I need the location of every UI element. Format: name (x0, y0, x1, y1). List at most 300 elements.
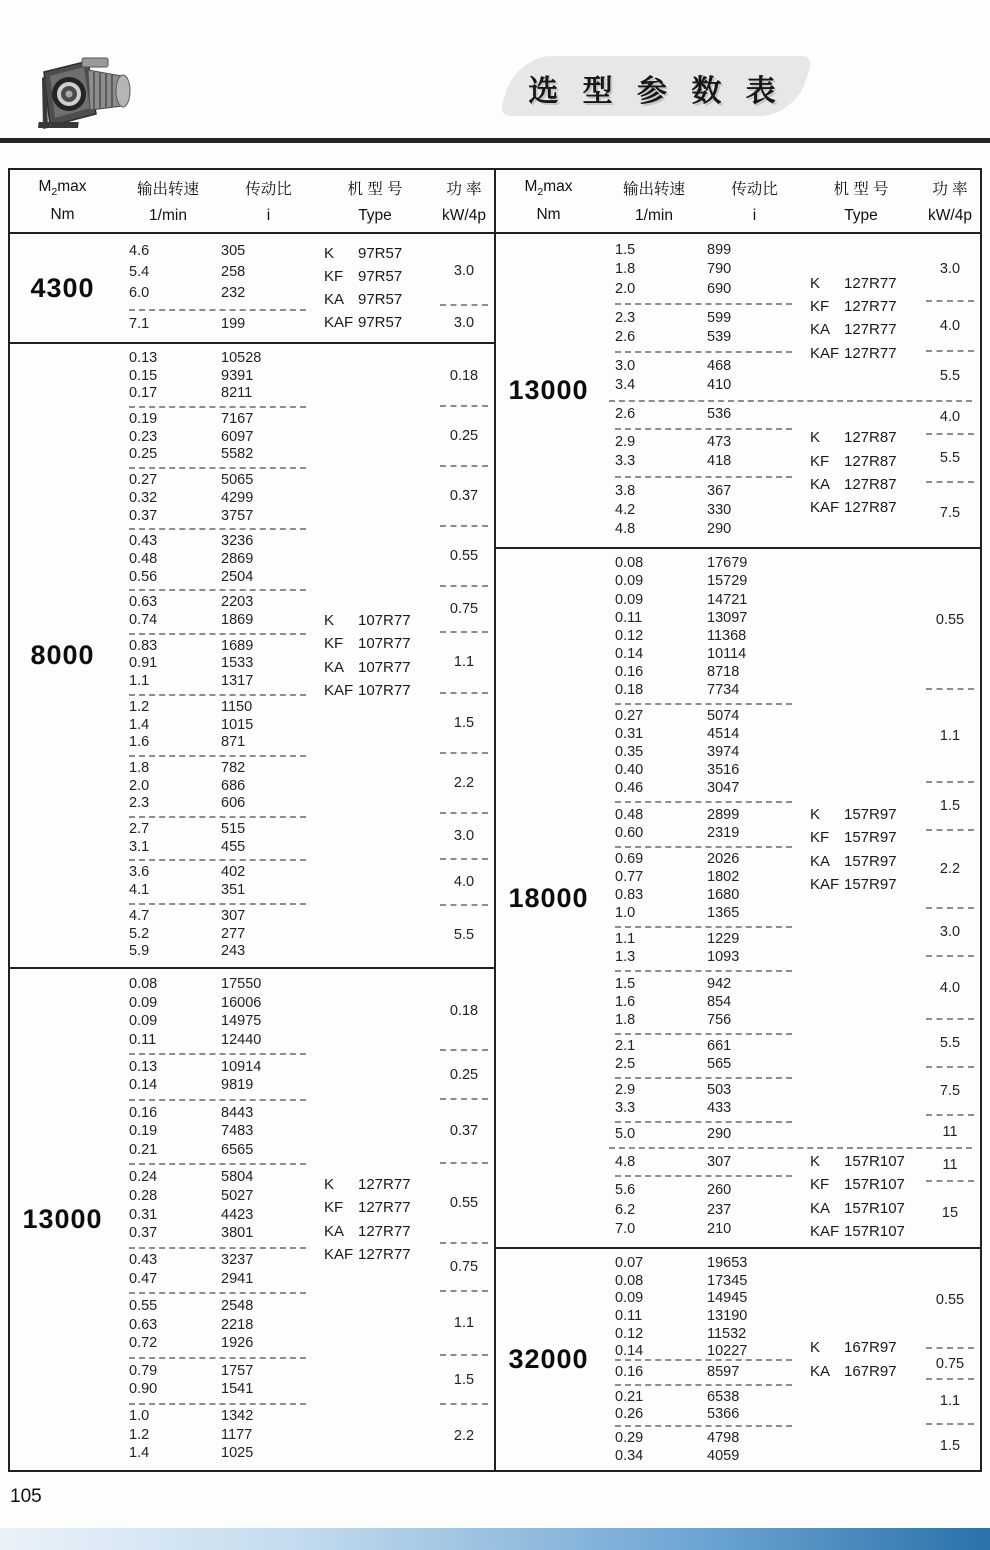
speed-value: 0.55 (129, 1298, 158, 1315)
ratio-value: 243 (221, 943, 246, 960)
speed-value: 0.27 (615, 708, 644, 725)
ratio-value: 503 (707, 1082, 732, 1099)
speed-value: 0.11 (615, 609, 643, 626)
speed-value: 0.31 (615, 726, 644, 743)
ratio-value: 1680 (707, 887, 740, 904)
data-row (601, 726, 802, 744)
data-row (115, 976, 316, 994)
power-value: 4.0 (453, 873, 475, 890)
type-label (802, 1336, 920, 1359)
speed-value: 1.1 (615, 931, 636, 948)
type-label (802, 1220, 920, 1243)
power-column (434, 237, 494, 339)
power-column (920, 402, 980, 544)
type-model: 97R57 (358, 244, 403, 262)
speed-value: 2.5 (615, 1055, 636, 1072)
data-column (601, 1252, 802, 1467)
type-model: 127R87 (844, 499, 897, 517)
ratio-value: 4299 (221, 489, 254, 506)
data-column (115, 347, 316, 964)
speed-value: 0.12 (615, 627, 644, 644)
type-label (802, 450, 920, 473)
data-row (115, 385, 316, 403)
power-value: 0.18 (449, 368, 479, 385)
power-value: 5.5 (939, 367, 961, 384)
data-row (115, 795, 316, 813)
ratio-value: 5804 (221, 1169, 254, 1186)
data-column (601, 237, 802, 400)
data-row (601, 825, 802, 843)
type-model: 167R97 (844, 1362, 897, 1380)
type-model: 97R57 (358, 291, 403, 308)
data-row (115, 612, 316, 630)
data-row (601, 1126, 802, 1144)
power-value: 1.5 (939, 798, 961, 815)
type-block (601, 552, 980, 1147)
type-label (802, 496, 920, 519)
ratio-value: 17345 (707, 1272, 748, 1289)
col-header-ratio: 传动比 i (707, 170, 802, 232)
data-column (601, 552, 802, 1147)
power-value: 5.5 (939, 1035, 961, 1052)
type-model: 97R57 (358, 314, 403, 332)
type-prefix: K (324, 612, 335, 629)
power-value: 15 (941, 1205, 959, 1222)
ratio-value: 2548 (221, 1298, 254, 1315)
ratio-value: 4798 (707, 1430, 740, 1447)
data-row (115, 368, 316, 386)
type-label (316, 1220, 434, 1243)
ratio-group (115, 905, 316, 964)
data-column (115, 972, 316, 1467)
power-value: 1.1 (939, 1393, 961, 1410)
speed-value: 0.37 (129, 507, 158, 524)
data-row (115, 995, 316, 1013)
ratio-value: 17679 (707, 555, 748, 572)
speed-value: 3.3 (615, 1100, 636, 1117)
data-row (601, 646, 802, 664)
speed-value: 3.0 (615, 357, 636, 374)
ratio-value: 402 (221, 864, 246, 881)
ratio-group (115, 311, 316, 339)
ratio-value: 367 (707, 482, 732, 499)
data-row (601, 1448, 802, 1466)
data-row (115, 1335, 316, 1353)
col-unit-power: kW/4p (928, 206, 972, 224)
ratio-value: 9819 (221, 1077, 254, 1094)
power-value: 7.5 (939, 505, 961, 522)
type-model: 127R77 (844, 344, 897, 362)
speed-value: 0.27 (129, 472, 158, 489)
power-value: 1.5 (453, 1371, 475, 1388)
type-column (316, 237, 434, 339)
data-row (601, 1221, 802, 1239)
speed-value: 1.1 (129, 673, 150, 690)
type-label (802, 473, 920, 496)
section-blocks (115, 234, 494, 342)
type-model: 107R77 (358, 681, 411, 699)
type-label (316, 656, 434, 679)
type-label (316, 1173, 434, 1196)
gearmotor-photo (30, 52, 145, 144)
type-label (802, 850, 920, 873)
speed-value: 2.9 (615, 434, 636, 451)
ratio-value: 19653 (707, 1255, 748, 1271)
data-row (115, 908, 316, 926)
type-model: 157R97 (844, 852, 897, 870)
m2max-value: 32000 (508, 1344, 589, 1374)
speed-value: 0.16 (615, 663, 644, 680)
ratio-group (601, 803, 802, 845)
power-value: 0.18 (449, 1002, 479, 1019)
speed-value: 4.6 (129, 243, 150, 260)
speed-value: 1.4 (129, 1445, 150, 1462)
data-row (601, 682, 802, 700)
data-row (601, 242, 802, 260)
data-row (601, 931, 802, 949)
type-prefix: KAF (810, 1222, 840, 1240)
data-row (601, 708, 802, 726)
speed-value: 0.90 (129, 1381, 158, 1398)
type-label (802, 1360, 920, 1383)
data-column (601, 402, 802, 544)
data-row (601, 628, 802, 646)
speed-value: 5.4 (129, 264, 150, 281)
ratio-value: 418 (707, 453, 732, 470)
data-row (115, 1298, 316, 1316)
ratio-group (601, 705, 802, 802)
ratio-group (115, 757, 316, 816)
speed-value: 0.24 (129, 1169, 158, 1186)
speed-value: 0.16 (129, 1104, 158, 1121)
power-value: 5.5 (939, 449, 961, 466)
speed-value: 0.08 (615, 1272, 644, 1289)
speed-value: 0.16 (615, 1363, 644, 1380)
page-title: 选 型 参 数 表 (528, 75, 784, 108)
speed-value: 0.07 (615, 1255, 644, 1271)
type-label (802, 1197, 920, 1220)
data-row (601, 434, 802, 452)
type-prefix: KAF (810, 875, 840, 893)
data-row (115, 1225, 316, 1243)
ratio-group (601, 1427, 802, 1467)
type-prefix: K (324, 244, 335, 262)
power-column (434, 972, 494, 1467)
data-row (601, 453, 802, 471)
data-row (115, 821, 316, 839)
type-label (802, 272, 920, 295)
speed-value: 0.43 (129, 533, 158, 550)
type-prefix: K (810, 274, 821, 292)
ratio-value: 5582 (221, 446, 254, 463)
data-row (115, 243, 316, 261)
col-header-ratio: 传动比 i (221, 170, 316, 232)
data-row (115, 1445, 316, 1463)
data-column (601, 1149, 802, 1244)
ratio-value: 16006 (221, 994, 262, 1011)
speed-value: 0.47 (129, 1270, 158, 1287)
ratio-value: 2899 (707, 806, 740, 823)
ratio-value: 1541 (221, 1381, 254, 1398)
type-prefix: KA (324, 291, 345, 308)
power-value: 0.37 (449, 488, 479, 505)
speed-value: 5.9 (129, 943, 150, 960)
ratio-value: 410 (707, 377, 732, 394)
m2max-value: 4300 (30, 272, 95, 303)
data-row (601, 807, 802, 825)
power-value: 0.55 (935, 612, 965, 629)
ratio-value: 330 (707, 502, 732, 519)
speed-value: 1.8 (615, 1011, 636, 1028)
ratio-value: 13097 (707, 609, 748, 626)
ratio-value: 2218 (221, 1316, 254, 1333)
type-model: 167R97 (844, 1339, 897, 1357)
ratio-group (115, 972, 316, 1053)
ratio-group (115, 237, 316, 309)
power-column (920, 237, 980, 400)
ratio-group (601, 353, 802, 399)
speed-value: 1.8 (615, 261, 636, 278)
power-value: 3.0 (939, 260, 961, 277)
type-prefix: KF (810, 1176, 830, 1194)
section-blocks (601, 1249, 980, 1470)
ratio-value: 536 (707, 405, 732, 422)
data-column (115, 237, 316, 339)
speed-value: 0.74 (129, 612, 158, 629)
data-row (115, 1381, 316, 1399)
type-block (115, 237, 494, 339)
ratio-group (601, 402, 802, 428)
data-row (115, 350, 316, 368)
data-row (115, 926, 316, 944)
speed-value: 4.8 (615, 521, 636, 538)
speed-value: 4.7 (129, 907, 150, 924)
type-prefix: KA (324, 658, 345, 676)
ratio-value: 3047 (707, 780, 740, 797)
power-value: 1.5 (939, 1437, 961, 1454)
data-row (601, 329, 802, 347)
m2max-section (10, 969, 494, 1470)
data-row (115, 1408, 316, 1426)
speed-value: 0.14 (615, 645, 644, 662)
ratio-value: 1757 (221, 1362, 254, 1379)
power-value: 11 (942, 1156, 958, 1173)
data-row (601, 406, 802, 424)
ratio-value: 290 (707, 521, 732, 538)
type-label (802, 342, 920, 365)
type-prefix: KAF (324, 681, 354, 699)
speed-value: 0.19 (129, 411, 158, 428)
data-row (115, 760, 316, 778)
ratio-value: 260 (707, 1182, 732, 1199)
power-value: 3.0 (453, 262, 475, 279)
speed-value: 0.13 (129, 1059, 158, 1076)
ratio-value: 5366 (707, 1406, 740, 1423)
speed-value: 0.09 (129, 994, 158, 1011)
ratio-group (115, 1359, 316, 1403)
data-row (601, 1182, 802, 1200)
speed-value: 5.6 (615, 1182, 636, 1199)
speed-value: 0.32 (129, 489, 158, 506)
sections-right (496, 234, 980, 1470)
power-value: 2.2 (453, 1428, 475, 1444)
type-model: 127R77 (844, 321, 897, 339)
ratio-value: 539 (707, 329, 732, 346)
ratio-value: 3516 (707, 762, 740, 779)
speed-value: 0.35 (615, 744, 644, 761)
ratio-value: 3801 (221, 1225, 254, 1242)
data-row (601, 1290, 802, 1308)
header-rule (0, 138, 990, 143)
data-row (115, 638, 316, 656)
ratio-value: 3757 (221, 507, 254, 524)
ratio-group (601, 430, 802, 476)
speed-value: 0.17 (129, 385, 158, 402)
speed-value: 0.23 (129, 428, 158, 445)
ratio-value: 2504 (221, 568, 254, 585)
data-row (115, 1188, 316, 1206)
speed-value: 0.31 (129, 1206, 158, 1223)
ratio-value: 515 (221, 821, 246, 838)
speed-value: 3.1 (129, 838, 150, 855)
type-label (802, 826, 920, 849)
ratio-group (601, 1035, 802, 1077)
speed-value: 0.19 (129, 1123, 158, 1140)
speed-value: 2.1 (615, 1038, 636, 1055)
m2max-value: 13000 (22, 1204, 103, 1234)
ratio-value: 6565 (221, 1141, 254, 1158)
type-label (802, 295, 920, 318)
data-row (601, 949, 802, 967)
speed-value: 0.15 (129, 367, 158, 384)
ratio-group (115, 1101, 316, 1163)
data-row (601, 1406, 802, 1424)
speed-value: 0.21 (129, 1141, 158, 1158)
speed-value: 0.72 (129, 1335, 158, 1352)
ratio-value: 1802 (707, 869, 740, 886)
m2max-value: 13000 (508, 375, 589, 405)
speed-value: 5.2 (129, 925, 150, 942)
speed-value: 3.4 (615, 377, 636, 394)
data-row (115, 1032, 316, 1050)
ratio-value: 12440 (221, 1031, 262, 1048)
ratio-value: 473 (707, 434, 732, 451)
data-row (115, 1013, 316, 1031)
data-row (601, 1038, 802, 1056)
section-blocks (115, 344, 494, 967)
speed-value: 1.5 (615, 975, 636, 992)
ratio-value: 351 (221, 882, 246, 899)
speed-value: 0.28 (129, 1187, 158, 1204)
speed-value: 0.25 (129, 446, 158, 463)
data-row (115, 569, 316, 587)
data-row (115, 1317, 316, 1335)
type-prefix: KF (324, 635, 344, 653)
speed-value: 0.09 (615, 591, 644, 608)
ratio-group (115, 696, 316, 755)
ratio-value: 2319 (707, 824, 740, 841)
ratio-value: 4059 (707, 1448, 740, 1465)
data-row (115, 264, 316, 282)
power-value: 0.37 (449, 1123, 479, 1140)
speed-value: 2.7 (129, 821, 150, 838)
data-row (115, 1252, 316, 1270)
col-header-power: 功 率 kW/4p (920, 170, 980, 232)
type-label (316, 1196, 434, 1219)
ratio-group (601, 305, 802, 351)
data-row (601, 358, 802, 376)
data-row (115, 508, 316, 526)
type-label (316, 632, 434, 655)
speed-value: 0.48 (129, 550, 158, 567)
power-value: 0.55 (449, 1194, 479, 1211)
speed-value: 0.63 (129, 1316, 158, 1333)
ratio-group (601, 1386, 802, 1426)
type-prefix: KF (810, 829, 830, 847)
speed-value: 1.2 (129, 698, 150, 715)
ratio-value: 237 (707, 1201, 732, 1218)
ratio-group (601, 1177, 802, 1244)
speed-value: 0.29 (615, 1430, 644, 1447)
power-value: 7.5 (939, 1083, 961, 1100)
data-row (115, 673, 316, 691)
type-column (316, 347, 434, 964)
section-blocks (601, 234, 980, 547)
type-prefix: KA (324, 1222, 345, 1240)
data-row (115, 864, 316, 882)
ratio-value: 307 (221, 907, 246, 924)
data-row (115, 1142, 316, 1160)
speed-value: 0.26 (615, 1406, 644, 1423)
ratio-value: 1689 (221, 637, 254, 654)
ratio-value: 8211 (221, 385, 253, 402)
ratio-value: 14945 (707, 1290, 748, 1307)
speed-value: 0.09 (615, 1290, 644, 1307)
data-row (115, 1427, 316, 1445)
col-unit-type: Type (844, 206, 878, 224)
col-unit-speed: 1/min (635, 206, 673, 224)
type-column (802, 237, 920, 400)
ratio-value: 899 (707, 241, 732, 258)
speed-value: 2.3 (615, 309, 636, 326)
speed-value: 0.08 (129, 975, 158, 992)
type-model: 97R57 (358, 267, 403, 285)
ratio-value: 606 (221, 795, 246, 812)
type-prefix: KAF (810, 344, 840, 362)
power-column (920, 1252, 980, 1467)
ratio-value: 1365 (707, 905, 740, 922)
data-row (601, 1308, 802, 1326)
ratio-group (115, 1055, 316, 1099)
ratio-value: 11368 (707, 627, 747, 644)
type-prefix: KA (810, 1199, 831, 1217)
ratio-group (115, 591, 316, 632)
table-header-left (10, 170, 494, 234)
col-unit-type: Type (358, 206, 392, 224)
data-row (115, 1271, 316, 1289)
ratio-value: 3974 (707, 744, 740, 761)
data-row (115, 1105, 316, 1123)
power-value: 0.55 (449, 548, 479, 565)
ratio-group (115, 635, 316, 694)
data-row (601, 762, 802, 780)
data-row (115, 699, 316, 717)
speed-value: 3.3 (615, 453, 636, 470)
type-model: 157R107 (844, 1199, 905, 1217)
col-unit-ratio: i (752, 206, 757, 224)
type-model: 157R97 (844, 829, 897, 847)
type-model: 127R77 (358, 1176, 411, 1193)
